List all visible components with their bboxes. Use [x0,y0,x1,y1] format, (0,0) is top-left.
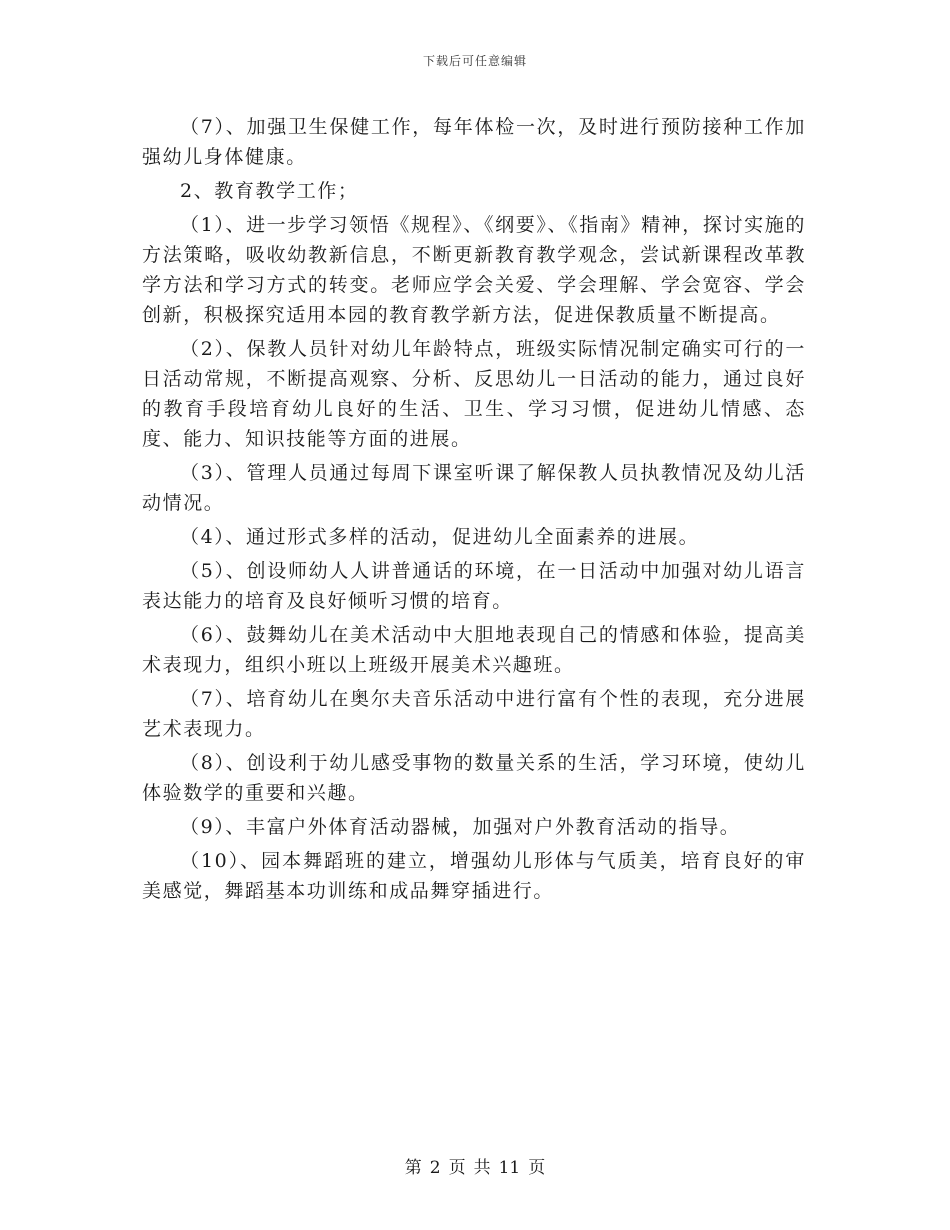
paragraph-item-3: （3）、管理人员通过每周下课室听课了解保教人员执教情况及幼儿活动情况。 [142,462,806,514]
paragraph-item-9: （9）、丰富户外体育活动器械，加强对户外教育活动的指导。 [180,816,741,838]
footer-total-pages: 11 [498,1158,521,1178]
footer-current-page: 2 [429,1158,441,1178]
paragraph-item-1: （1）、进一步学习领悟《规程》、《纲要》、《指南》精神，探讨实施的方法策略，吸收幼教新信息，不断更新教育教学观念，尝试新课程改革教学方法和学习方式的转变。老师应学会关爱、学会理解、学会宽容、学会创新，积极探究适用本园的教育教学新方法，促进保教质量不断提高。 [142,214,806,326]
paragraph-item-4: （4）、通过形式多样的活动，促进幼儿全面素养的进展。 [180,526,700,548]
paragraph-health-care: （7）、加强卫生保健工作，每年体检一次，及时进行预防接种工作加强幼儿身体健康。 [142,116,806,168]
page-footer [0,1153,950,1178]
page-header: 下载后可任意编辑 [422,54,527,68]
paragraph-item-8: （8）、创设利于幼儿感受事物的数量关系的生活，学习环境，使幼儿体验数学的重要和兴趣。 [142,752,806,804]
paragraph-item-6: （6）、鼓舞幼儿在美术活动中大胆地表现自己的情感和体验，提高美术表现力，组织小班以上班级开展美术兴趣班。 [142,624,806,676]
paragraph-item-5: （5）、创设师幼人人讲普通话的环境，在一日活动中加强对幼儿语言表达能力的培育及良好倾听习惯的培育。 [142,560,806,612]
footer-total-word: 共 [473,1158,491,1178]
paragraph-item-10: （10）、园本舞蹈班的建立，增强幼儿形体与气质美，培育良好的审美感觉，舞蹈基本功训练和成品舞穿插进行。 [142,850,806,902]
section-heading-teaching: 2、教育教学工作； [180,180,359,202]
paragraph-item-7: （7）、培育幼儿在奥尔夫音乐活动中进行富有个性的表现，充分进展艺术表现力。 [142,688,806,740]
footer-page-word: 页 [448,1158,466,1178]
document-body [142,112,806,910]
paragraph-item-2: （2）、保教人员针对幼儿年龄特点，班级实际情况制定确实可行的一日活动常规，不断提高观察、分析、反思幼儿一日活动的能力，通过良好的教育手段培育幼儿良好的生活、卫生、学习习惯，促进幼儿情感、态度、能力、知识技能等方面的进展。 [142,338,806,450]
footer-suffix: 页 [528,1158,546,1178]
footer-prefix: 第 [404,1158,422,1178]
